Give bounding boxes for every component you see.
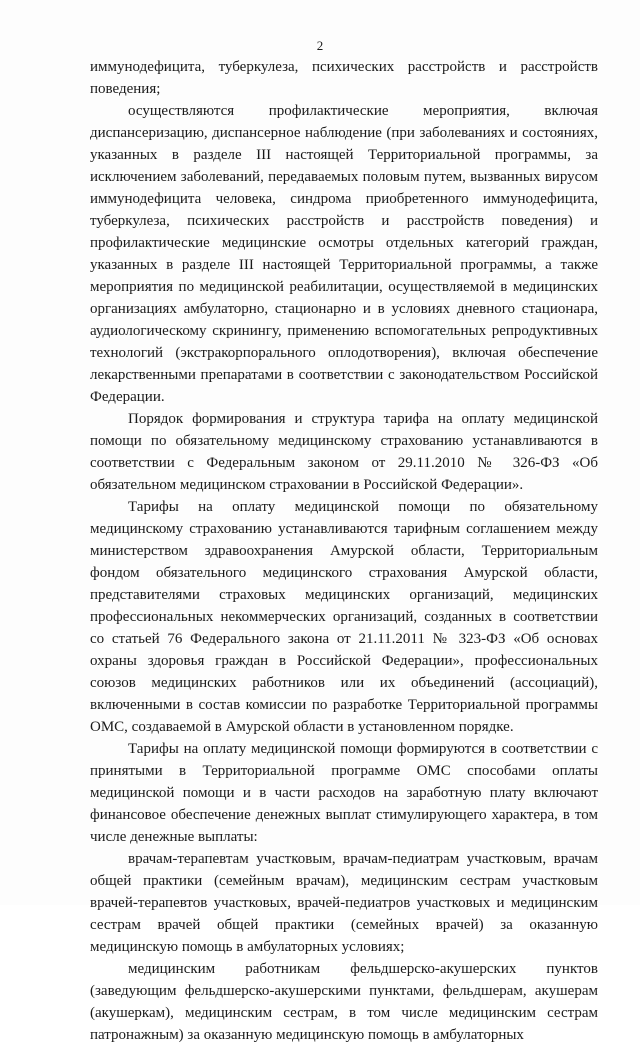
paragraph-1: иммунодефицита, туберкулеза, психических расстройств и расстройств поведения; (90, 59, 598, 97)
paragraph-3: Порядок формирования и структура тарифа на оплату медицинской помощи по обязательному медицинскому страхованию устанавливаются в соответствии с Федеральным законом от 29.11.2010 № 326-ФЗ «Об обязательном медицинском страховании в Российской Федерации». (90, 411, 598, 493)
paragraph-5: Тарифы на оплату медицинской помощи формируются в соответствии с принятыми в Территориальной программе ОМС способами оплаты медицинской помощи и в части расходов на заработную плату включают финансовое обеспечение денежных выплат стимулирующего характера, в том числе денежные выплаты: (90, 741, 598, 845)
paragraph-4: Тарифы на оплату медицинской помощи по обязательному медицинскому страхованию устанавливаются тарифным соглашением между министерством здравоохранения Амурской области, Территориальным фондом обязательного медицинского страхования Амурской области, представителями страховых медицинских организаций, медицинских профессиональных некоммерческих организаций, созданных в соответствии со статьей 76 Федерального закона от 21.11.2011 № 323-ФЗ «Об основах охраны здоровья граждан в Российской Федерации», профессиональных союзов медицинских работников или их объединений (ассоциаций), включенными в состав комиссии по разработке Территориальной программы ОМС, создаваемой в Амурской области в установленном порядке. (90, 499, 598, 735)
page-number: 2 (316, 38, 324, 53)
paragraph-6: врачам-терапевтам участковым, врачам-педиатрам участковым, врачам общей практики (семейным врачам), медицинским сестрам участковым врачей-терапевтов участковых, врачей-педиатров участковых и медицинским сестрам врачей общей практики (семейных врачей) за оказанную медицинскую помощь в амбулаторных условиях; (90, 851, 598, 955)
document-body (90, 56, 598, 1046)
paragraph-7: медицинским работникам фельдшерско-акушерских пунктов (заведующим фельдшерско-акушерскими пунктами, фельдшерам, акушерам (акушеркам), медицинским сестрам, в том числе медицинским сестрам патронажным) за оказанную медицинскую помощь в амбулаторных (90, 961, 598, 1043)
paragraph-2: осуществляются профилактические мероприятия, включая диспансеризацию, диспансерное наблюдение (при заболеваниях и состояниях, указанных в разделе III настоящей Территориальной программы, за исключением заболеваний, передаваемых половым путем, вызванных вирусом иммунодефицита человека, синдрома приобретенного иммунодефицита, туберкулеза, психических расстройств и расстройств поведения) и профилактические медицинские осмотры отдельных категорий граждан, указанных в разделе III настоящей Территориальной программы, а также мероприятия по медицинской реабилитации, осуществляемой в медицинских организациях амбулаторно, стационарно и в условиях дневного стационара, аудиологическому скринингу, применению вспомогательных репродуктивных технологий (экстракорпорального оплодотворения), включая обеспечение лекарственными препаратами в соответствии с законодательством Российской Федерации. (90, 103, 598, 405)
